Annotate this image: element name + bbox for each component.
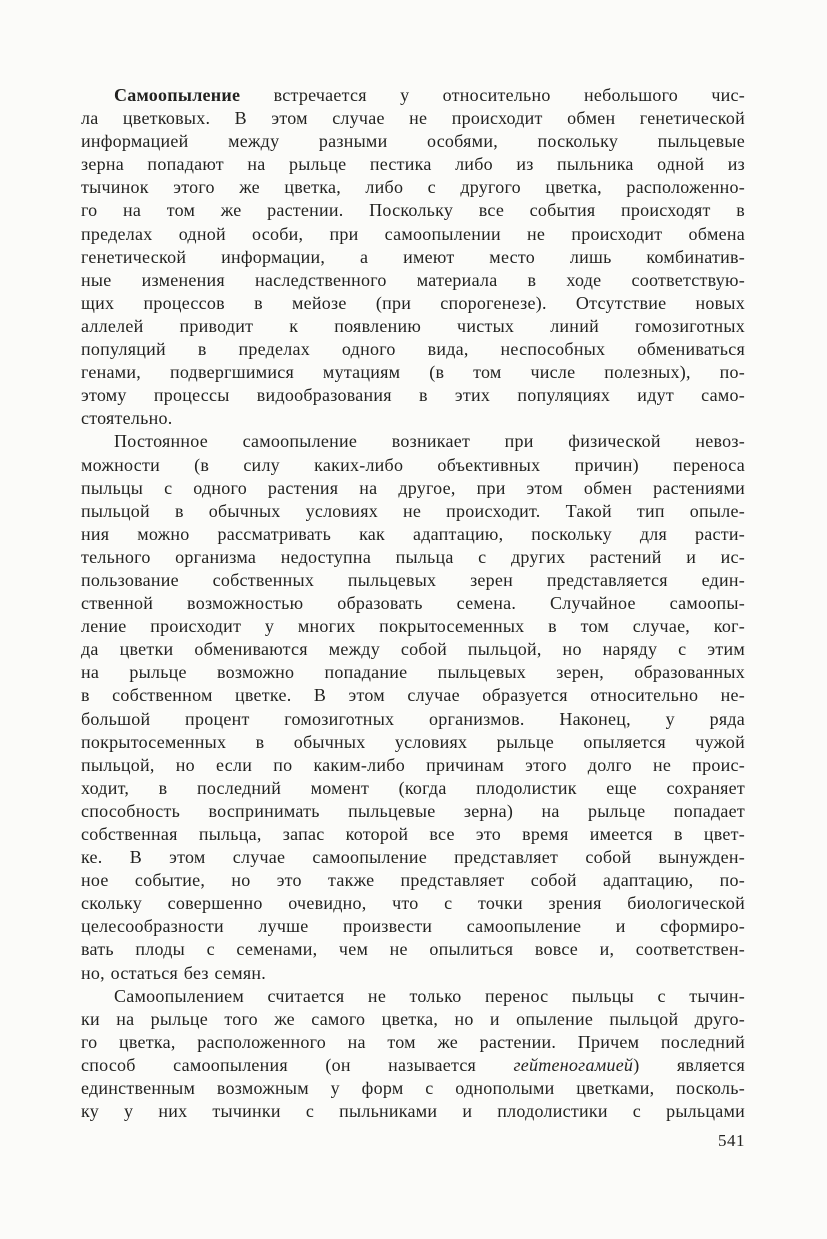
text-line <box>81 869 745 892</box>
italic-term: гейтеногамией <box>513 1054 634 1075</box>
text-line <box>81 708 745 731</box>
text-line <box>81 800 745 823</box>
text-run: скольку совершенно очевидно, что с точки зрения биологической <box>81 893 745 914</box>
text-line <box>81 176 745 199</box>
text-run: ) является <box>633 1054 745 1075</box>
text-run: ку у них тычинки с пыльниками и плодолистики с рыльцами <box>81 1101 745 1122</box>
text-line <box>81 985 745 1008</box>
text-run: на рыльце возможно попадание пыльцевых зерен, образованных <box>81 662 745 683</box>
text-run: ке. В этом случае самоопыление представляет собой вынужден- <box>81 847 745 868</box>
text-run: Самоопылением считается не только перенос пыльцы с тычин- <box>114 985 745 1006</box>
text-line <box>81 731 745 754</box>
text-run: тельного организма недоступна пыльца с других растений и ис- <box>81 546 745 567</box>
text-line <box>81 500 745 523</box>
text-line <box>81 615 745 638</box>
text-run: тычинок этого же цветка, либо с другого цветка, расположенно- <box>81 177 745 198</box>
text-line <box>81 338 745 361</box>
text-line <box>81 223 745 246</box>
text-line <box>81 546 745 569</box>
text-run: пыльцой в обычных условиях не происходит. Такой тип опыле- <box>81 500 745 521</box>
text-run: стоятельно. <box>81 408 173 429</box>
text-line <box>81 430 745 453</box>
text-line <box>81 846 745 869</box>
text-run: в собственном цветке. В этом случае образуется относительно не- <box>81 685 745 706</box>
text-line <box>81 823 745 846</box>
text-run: аллелей приводит к появлению чистых линий гомозиготных <box>81 315 745 336</box>
text-run: покрытосеменных в обычных условиях рыльце опыляется чужой <box>81 731 745 752</box>
text-line <box>81 199 745 222</box>
text-run: го цветка, расположенного на том же растении. Причем последний <box>81 1031 745 1052</box>
body-text <box>81 84 745 1123</box>
text-run: единственным возможным у форм с однополыми цветками, посколь- <box>81 1078 745 1099</box>
text-run: да цветки обмениваются между собой пыльцой, но наряду с этим <box>81 639 745 660</box>
text-run: щих процессов в мейозе (при спорогенезе). Отсутствие новых <box>81 292 745 313</box>
text-line <box>81 661 745 684</box>
text-line <box>81 107 745 130</box>
text-run: целесообразности лучше произвести самоопыление и сформиро- <box>81 916 745 937</box>
text-line <box>81 684 745 707</box>
page-number: 541 <box>718 1131 745 1150</box>
text-run: способность воспринимать пыльцевые зерна) на рыльце попадает <box>81 800 745 821</box>
text-run: пыльцы с одного растения на другое, при этом обмен растениями <box>81 477 745 498</box>
text-run: ное событие, но это также представляет собой адаптацию, по- <box>81 870 745 891</box>
text-line <box>81 153 745 176</box>
text-line <box>81 638 745 661</box>
text-line <box>81 962 745 985</box>
text-line <box>81 384 745 407</box>
text-line <box>81 292 745 315</box>
text-line <box>81 315 745 338</box>
text-line <box>81 754 745 777</box>
text-run: вать плоды с семенами, чем не опылиться вовсе и, соответствен- <box>81 939 745 960</box>
text-run: генетической информации, а имеют место лишь комбинатив- <box>81 246 745 267</box>
text-run: Постоянное самоопыление возникает при физической невоз- <box>114 431 745 452</box>
text-run: способ самоопыления (он называется <box>81 1054 514 1075</box>
text-run: можности (в силу каких-либо объективных причин) переноса <box>81 454 745 475</box>
text-run: генами, подвергшимися мутациям (в том числе полезных), по- <box>81 362 745 383</box>
text-run: пользование собственных пыльцевых зерен представляется един- <box>81 569 745 590</box>
text-line <box>81 269 745 292</box>
text-line <box>81 454 745 477</box>
text-run: популяций в пределах одного вида, неспособных обмениваться <box>81 339 745 360</box>
text-run: ление происходит у многих покрытосеменных в том случае, ког- <box>81 616 745 637</box>
text-line <box>81 1008 745 1031</box>
text-run: но, остаться без семян. <box>81 962 267 983</box>
text-line <box>81 1100 745 1123</box>
text-run: этому процессы видообразования в этих популяциях идут само- <box>81 385 745 406</box>
text-line <box>81 523 745 546</box>
text-run: встречается у относительно небольшого чис- <box>240 85 745 105</box>
bold-term: Самоопыление <box>114 85 241 105</box>
text-line <box>81 915 745 938</box>
text-run: го на том же растении. Поскольку все события происходят в <box>81 200 745 221</box>
text-run: пыльцой, но если по каким-либо причинам этого долго не проис- <box>81 754 745 775</box>
text-line <box>81 84 745 107</box>
text-run: ходит, в последний момент (когда плодолистик еще сохраняет <box>81 777 745 798</box>
text-line <box>81 569 745 592</box>
text-run: ки на рыльце того же самого цветка, но и опыление пыльцой друго- <box>81 1008 745 1029</box>
text-line <box>81 592 745 615</box>
text-line <box>81 477 745 500</box>
text-run: пределах одной особи, при самоопылении не происходит обмена <box>81 223 745 244</box>
text-line <box>81 130 745 153</box>
text-run: большой процент гомозиготных организмов. Наконец, у ряда <box>81 708 745 729</box>
text-line <box>81 1054 745 1077</box>
text-line <box>81 361 745 384</box>
text-run: ственной возможностью образовать семена. Случайное самоопы- <box>81 593 745 614</box>
text-line <box>81 1031 745 1054</box>
text-line <box>81 938 745 961</box>
text-line <box>81 892 745 915</box>
text-line <box>81 407 745 430</box>
text-run: ные изменения наследственного материала в ходе соответствую- <box>81 269 745 290</box>
text-run: информацией между разными особями, поскольку пыльцевые <box>81 131 745 152</box>
text-run: собственная пыльца, запас которой все это время имеется в цвет- <box>81 824 745 844</box>
text-line <box>81 777 745 800</box>
text-run: ния можно рассматривать как адаптацию, поскольку для расти- <box>81 523 745 544</box>
text-line <box>81 246 745 269</box>
text-run: ла цветковых. В этом случае не происходит обмен генетической <box>81 108 745 129</box>
text-line <box>81 1077 745 1100</box>
text-run: зерна попадают на рыльце пестика либо из пыльника одной из <box>81 154 745 175</box>
